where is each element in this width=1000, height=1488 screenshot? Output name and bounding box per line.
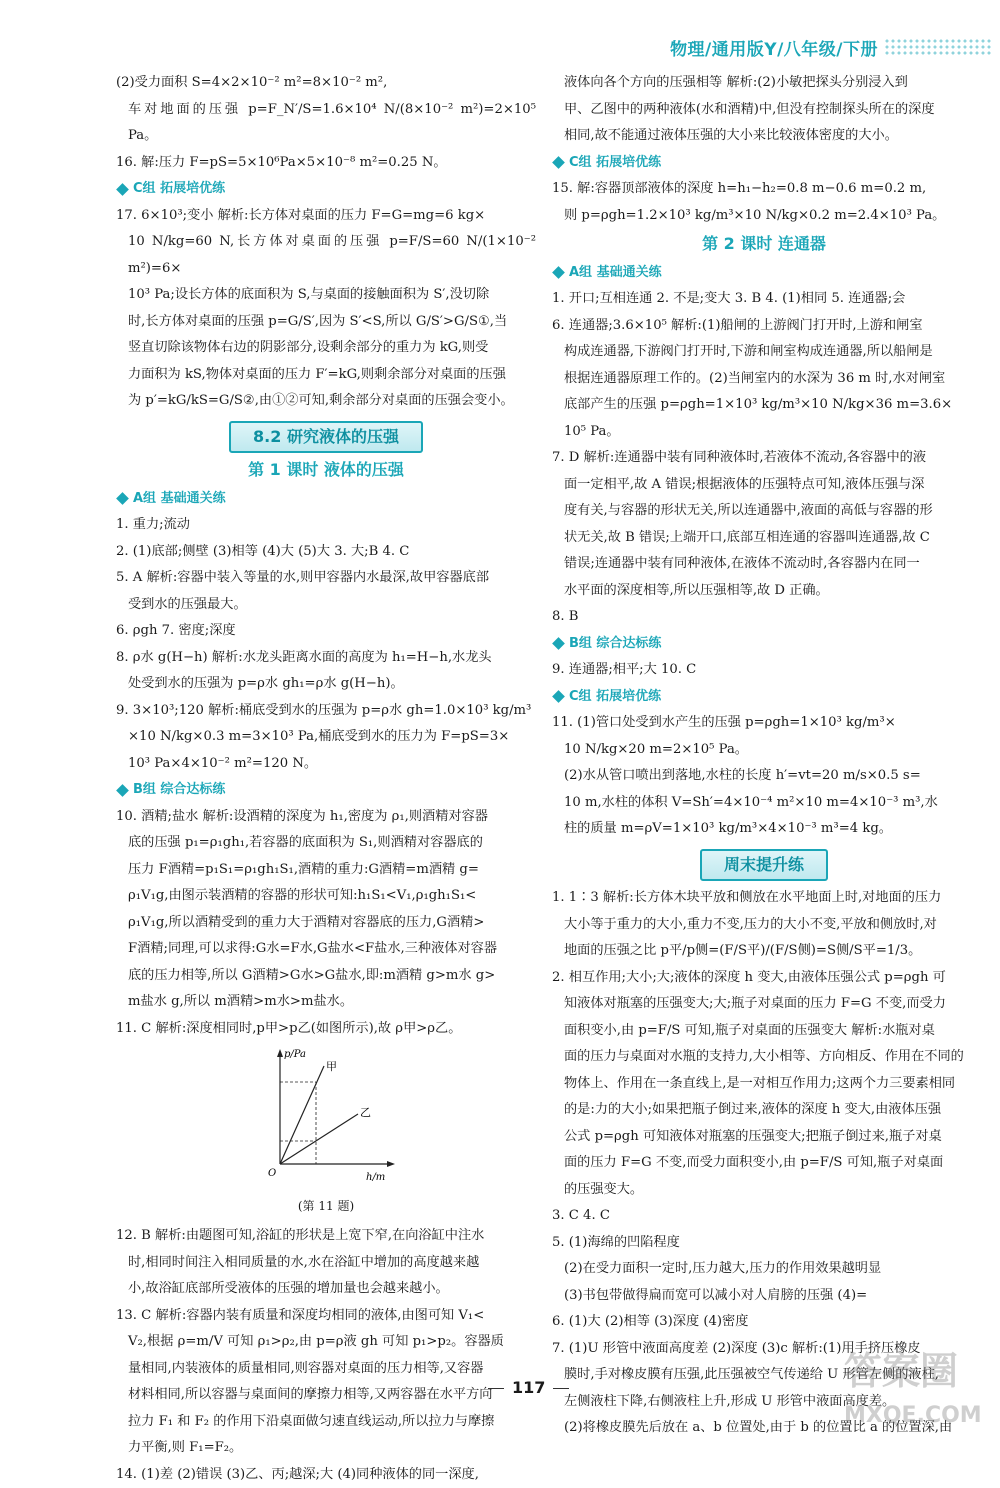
text-line: 为 p′=kG/kS=G/S②,由①②可知,剩余部分对桌面的压强会变小。 [116,388,536,415]
text-line: 车对地面的压强 p=F_N′/S=1.6×10⁴ N/(8×10⁻² m²)=2×10⁵ Pa。 [116,97,536,150]
text-line: 11. C 解析:深度相同时,p甲>p乙(如图所示),故 ρ甲>ρ乙。 [116,1016,536,1043]
x-axis-label: h/m [366,1172,385,1182]
diamond-icon [116,183,129,196]
text-line: V₂,根据 ρ=m/V 可知 ρ₁>ρ₂,由 p=ρ液 gh 可知 p₁>p₂。容器质 [116,1329,536,1356]
text-line: 构成连通器,下游阀门打开时,下游和闸室构成连通器,所以船闸是 [552,339,976,366]
text-line: m盐水 g,所以 m酒精>m水>m盐水。 [116,989,536,1016]
text-line: 力面积为 kS,物体对桌面的压力 F′=kG,则剩余部分对桌面的压强 [116,362,536,389]
text-line: 状无关,故 B 错误;上端开口,底部互相连通的容器叫连通器,故 C [552,525,976,552]
text-line: 面的压力与桌面对水瓶的支持力,大小相等、方向相反、作用在不同的 [552,1044,976,1071]
text-line: 材料相同,所以容器与桌面间的摩擦力相等,又两容器在水平方向 [116,1382,536,1409]
group-heading: A组 基础通关练 [116,486,536,513]
group-heading: B组 综合达标练 [116,777,536,804]
text-line: 14. (1)差 (2)错误 (3)乙、丙;越深;大 (4)同种液体的同一深度, [116,1462,536,1488]
text-line: 2. (1)底部;侧壁 (3)相等 (4)大 (5)大 3. 大;B 4. C [116,539,536,566]
text-line: 大小等于重力的大小,重力不变,压力的大小不变,平放和侧放时,对 [552,912,976,939]
text-line: ρ₁V₁g,由图示装酒精的容器的形状可知:h₁S₁<V₁,ρ₁gh₁S₁< [116,883,536,910]
text-line: 7. (1)U 形管中液面高度差 (2)深度 (3)c 解析:(1)用手挤压橡皮 [552,1336,976,1363]
lesson-title: 第 1 课时 液体的压强 [116,457,536,484]
left-column [116,70,536,1488]
text-line: 液体向各个方向的压强相等 解析:(2)小敏把探头分别浸入到 [552,70,976,97]
text-line: 5. (1)海绵的凹陷程度 [552,1230,976,1257]
group-heading: C组 拓展培优练 [552,684,976,711]
header-decoration [884,38,992,56]
text-line: 甲、乙图中的两种液体(水和酒精)中,但没有控制探头所在的深度 [552,97,976,124]
diamond-icon [552,266,565,279]
text-line: 时,相同时间注入相同质量的水,水在浴缸中增加的高度越来越 [116,1250,536,1277]
section-banner: 周末提升练 [552,849,976,882]
diamond-icon [116,784,129,797]
text-line: 6. ρgh 7. 密度;深度 [116,618,536,645]
text-line: 错误;连通器中装有同种液体,在液体不流动时,各容器内在同一 [552,551,976,578]
y-axis-arrow [277,1049,283,1057]
text-line: 10. 酒精;盐水 解析:设酒精的深度为 h₁,密度为 ρ₁,则酒精对容器 [116,804,536,831]
diamond-icon [552,637,565,650]
text-line: 17. 6×10³;变小 解析:长方体对桌面的压力 F=G=mg=6 kg× [116,203,536,230]
diamond-icon [552,156,565,169]
text-line: 7. D 解析:连通器中装有同种液体时,若液体不流动,各容器中的液 [552,445,976,472]
page-number: 117 [480,1378,577,1397]
text-line: 底部产生的压强 p=ρgh=1×10³ kg/m³×10 N/kg×36 m=3.6× [552,392,976,419]
text-line: 16. 解:压力 F=pS=5×10⁶Pa×5×10⁻⁸ m²=0.25 N。 [116,150,536,177]
right-column [552,70,976,1442]
line-yi-label: 乙 [360,1106,371,1119]
text-line: 知液体对瓶塞的压强变大;大;瓶子对桌面的压力 F=G 不变,而受力 [552,991,976,1018]
group-heading: C组 拓展培优练 [116,176,536,203]
watermark-logo [840,1326,990,1436]
text-line: 1. 1∶3 解析:长方体木块平放和侧放在水平地面上时,对地面的压力 [552,885,976,912]
text-line: 柱的质量 m=ρV=1×10³ kg/m³×4×10⁻³ m³=4 kg。 [552,816,976,843]
text-line: 面一定相平,故 A 错误;根据液体的压强特点可知,液体压强与深 [552,472,976,499]
text-line: 2. 相互作用;大小;大;液体的深度 h 变大,由液体压强公式 p=ρgh 可 [552,965,976,992]
text-line: 9. 3×10³;120 解析:桶底受到水的压强为 p=ρ水 gh=1.0×10³ kg/m³ [116,698,536,725]
text-line: 8. ρ水 g(H−h) 解析:水龙头距离水面的高度为 h₁=H−h,水龙头 [116,645,536,672]
text-line: 的压强变大。 [552,1177,976,1204]
text-line: 力平衡,则 F₁=F₂。 [116,1435,536,1462]
text-line: 6. (1)大 (2)相等 (3)深度 (4)密度 [552,1309,976,1336]
section-banner: 8.2 研究液体的压强 [116,421,536,454]
text-line: 10³ Pa×4×10⁻² m²=120 N。 [116,751,536,778]
text-line: 11. (1)管口处受到水产生的压强 p=ρgh=1×10³ kg/m³× [552,710,976,737]
text-line: (2)将橡皮膜先后放在 a、b 位置处,由于 b 的位置比 a 的位置深,由 [552,1415,976,1442]
watermark-top-text: 答案圈 [844,1349,958,1393]
text-line: 15. 解:容器顶部液体的深度 h=h₁−h₂=0.8 m−0.6 m=0.2 m, [552,176,976,203]
text-line: 相同,故不能通过液体压强的大小来比较液体密度的大小。 [552,123,976,150]
text-line: 压力 F酒精=p₁S₁=ρ₁gh₁S₁,酒精的重力:G酒精=m酒精 g= [116,857,536,884]
text-line: 根据连通器原理工作的。(2)当闸室内的水深为 36 m 时,水对闸室 [552,366,976,393]
text-line: 面的压力 F=G 不变,而受力面积变小,由 p=F/S 可知,瓶子对桌面 [552,1150,976,1177]
text-line: 度有关,与容器的形状无关,所以连通器中,液面的高低与容器的形 [552,498,976,525]
text-line: 受到水的压强最大。 [116,592,536,619]
text-line: 13. C 解析:容器内装有质量和深度均相同的液体,由图可知 V₁< [116,1303,536,1330]
group-heading: A组 基础通关练 [552,260,976,287]
text-line: F酒精;同理,可以求得:G水=F水,G盐水<F盐水,三种液体对容器 [116,936,536,963]
text-line: 底的压强 p₁=ρ₁gh₁,若容器的底面积为 S₁,则酒精对容器底的 [116,830,536,857]
header-title: 物理/通用版Y/八年级/下册 [670,35,878,60]
group-heading: B组 综合达标练 [552,631,976,658]
origin-label: O [268,1168,276,1179]
text-line: 1. 开口;互相连通 2. 不是;变大 3. B 4. (1)相同 5. 连通器;会 [552,286,976,313]
text-line: 6. 连通器;3.6×10⁵ 解析:(1)船闸的上游阀门打开时,上游和闸室 [552,313,976,340]
figure-caption: (第 11 题) [116,1193,536,1220]
text-line: 竖直切除该物体右边的阴影部分,设剩余部分的重力为 kG,则受 [116,335,536,362]
x-axis-arrow [387,1161,395,1167]
text-line: 拉力 F₁ 和 F₂ 的作用下沿桌面做匀速直线运动,所以拉力与摩擦 [116,1409,536,1436]
text-line: 左侧液柱下降,右侧液柱上升,形成 U 形管中液面高度差。 [552,1389,976,1416]
text-line: 8. B [552,604,976,631]
text-line: 物体上、作用在一条直线上,是一对相互作用力;这两个力三要素相同 [552,1071,976,1098]
text-line: 10 m,水柱的体积 V=Sh′=4×10⁻⁴ m²×10 m=4×10⁻³ m³,水 [552,790,976,817]
text-line: 水平面的深度相等,所以压强相等,故 D 正确。 [552,578,976,605]
text-line: (2)水从管口喷出到落地,水柱的长度 h′=vt=20 m/s×0.5 s= [552,763,976,790]
diamond-icon [552,690,565,703]
y-axis-label: p/Pa [284,1049,306,1060]
text-line: (2)受力面积 S=4×2×10⁻² m²=8×10⁻² m², [116,70,536,97]
text-line: 则 p=ρgh=1.2×10³ kg/m³×10 N/kg×0.2 m=2.4×10³ Pa。 [552,203,976,230]
text-line: 的是:力的大小;如果把瓶子倒过来,液体的深度 h 变大,由液体压强 [552,1097,976,1124]
group-heading: C组 拓展培优练 [552,150,976,177]
watermark-bottom-text: MXQE.COM [844,1403,982,1428]
line-jia-label: 甲 [326,1060,337,1073]
text-line: 10⁵ Pa。 [552,419,976,446]
pressure-depth-figure [266,1046,396,1182]
diamond-icon [116,492,129,505]
text-line: ρ₁V₁g,所以酒精受到的重力大于酒精对容器底的压力,G酒精> [116,910,536,937]
text-line: 5. A 解析:容器中装入等量的水,则甲容器内水最深,故甲容器底部 [116,565,536,592]
text-line: 量相同,内装液体的质量相同,则容器对桌面的压力相等,又容器 [116,1356,536,1383]
text-line: (3)书包带做得扁而宽可以减小对人肩膀的压强 (4)= [552,1283,976,1310]
text-line: 膜时,手对橡皮膜有压强,此压强被空气传递给 U 形管左侧的液柱, [552,1362,976,1389]
text-line: 9. 连通器;相平;大 10. C [552,657,976,684]
page-header [670,34,992,60]
text-line: 公式 p=ρgh 可知液体对瓶塞的压强变大;把瓶子倒过来,瓶子对桌 [552,1124,976,1151]
text-line: 小,故浴缸底部所受液体的压强的增加量也会越来越小。 [116,1276,536,1303]
text-line: 处受到水的压强为 p=ρ水 gh₁=ρ水 g(H−h)。 [116,671,536,698]
text-line: 1. 重力;流动 [116,512,536,539]
lesson-title: 第 2 课时 连通器 [552,231,976,258]
text-line: 10 N/kg=60 N,长方体对桌面的压强 p=F/S=60 N/(1×10⁻² m²)=6× [116,229,536,282]
text-line: 10³ Pa;设长方体的底面积为 S,与桌面的接触面积为 S′,没切除 [116,282,536,309]
text-line: 12. B 解析:由题图可知,浴缸的形状是上宽下窄,在向浴缸中注水 [116,1223,536,1250]
text-line: 3. C 4. C [552,1203,976,1230]
text-line: 地面的压强之比 p平/p侧=(F/S平)/(F/S侧)=S侧/S平=1/3。 [552,938,976,965]
text-line: 10 N/kg×20 m=2×10⁵ Pa。 [552,737,976,764]
text-line: 面积变小,由 p=F/S 可知,瓶子对桌面的压强变大 解析:水瓶对桌 [552,1018,976,1045]
text-line: (2)在受力面积一定时,压力越大,压力的作用效果越明显 [552,1256,976,1283]
text-line: ×10 N/kg×0.3 m=3×10³ Pa,桶底受到水的压力为 F=pS=3× [116,724,536,751]
text-line: 时,长方体对桌面的压强 p=G/S′,因为 S′<S,所以 G/S′>G/S①,当 [116,309,536,336]
text-line: 底的压力相等,所以 G酒精>G水>G盐水,即:m酒精 g>m水 g> [116,963,536,990]
